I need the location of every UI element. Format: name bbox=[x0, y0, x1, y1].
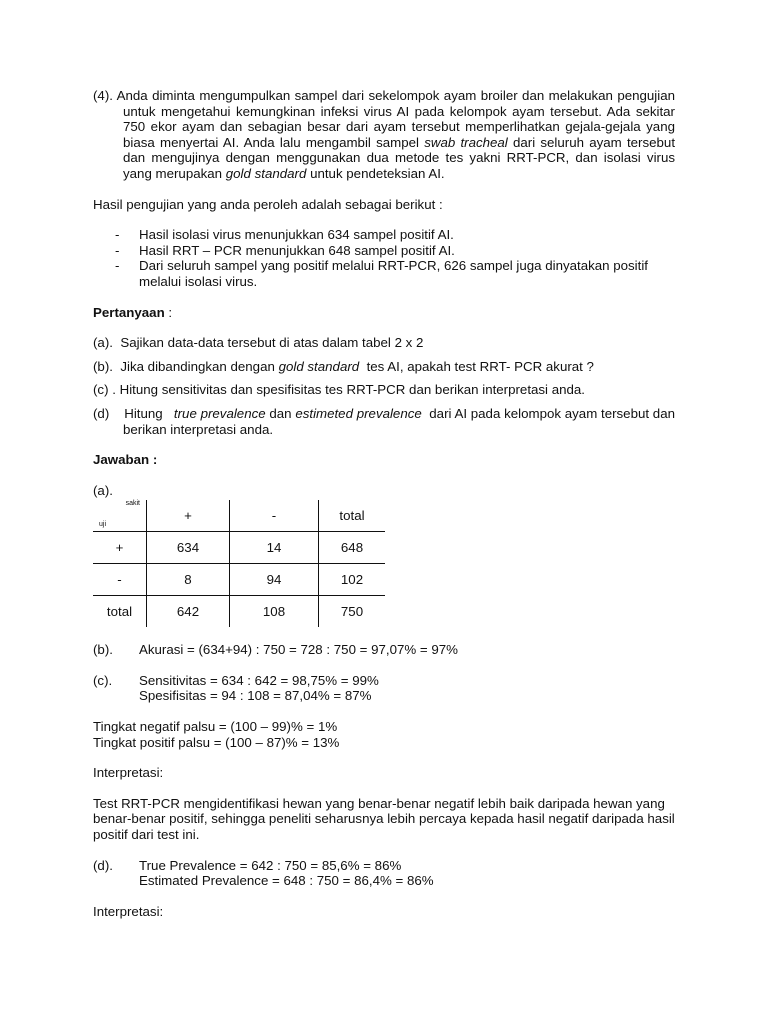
table-corner: sakit uji bbox=[93, 500, 147, 532]
table-cell: 642 bbox=[147, 596, 230, 628]
answers-heading: Jawaban : bbox=[93, 452, 158, 468]
table-header: + bbox=[147, 500, 230, 532]
row-label: total bbox=[106, 603, 133, 619]
false-positive-rate: Tingkat positif palsu = (100 – 87)% = 13% bbox=[93, 734, 340, 750]
interpretation-label: Interpretasi: bbox=[93, 903, 164, 919]
sensitivity: Sensitivitas = 634 : 642 = 98,75% = 99% bbox=[139, 672, 379, 688]
interpretation-label: Interpretasi: bbox=[93, 765, 164, 781]
row-label: + bbox=[93, 532, 147, 564]
results-list bbox=[93, 227, 675, 289]
table-cell: 102 bbox=[319, 564, 386, 596]
table-cell: 8 bbox=[147, 564, 230, 596]
answer-a-label: (a). bbox=[93, 482, 113, 498]
problem-number: (4). bbox=[93, 88, 113, 103]
table-header: total bbox=[319, 500, 386, 532]
table-header: - bbox=[230, 500, 319, 532]
list-item: - Dari seluruh sampel yang positif melalui RRT-PCR, 626 sampel juga dinyatakan positif melalui isolasi virus. bbox=[93, 258, 675, 289]
false-negative-rate: Tingkat negatif palsu = (100 – 99)% = 1% bbox=[93, 719, 338, 735]
row-label: - bbox=[93, 564, 147, 596]
list-item: - Hasil RRT – PCR menunjukkan 648 sampel positif AI. bbox=[93, 243, 675, 259]
question-b: (b). Jika dibandingkan dengan gold standard tes AI, apakah test RRT- PCR akurat ? bbox=[93, 358, 594, 374]
answer-c: (c). Sensitivitas = 634 : 642 = 98,75% = 99% Spesifisitas = 94 : 108 = 87,04% = 87% bbox=[93, 672, 379, 704]
table-row bbox=[93, 596, 385, 628]
list-item: - Hasil isolasi virus menunjukkan 634 sampel positif AI. bbox=[93, 227, 675, 243]
results-intro: Hasil pengujian yang anda peroleh adalah sebagai berikut : bbox=[93, 196, 443, 212]
questions-heading: Pertanyaan : bbox=[93, 304, 173, 320]
true-prevalence: True Prevalence = 642 : 750 = 85,6% = 86% bbox=[139, 857, 402, 873]
table-row bbox=[93, 532, 385, 564]
document-page bbox=[93, 88, 675, 919]
answer-d: (d). True Prevalence = 642 : 750 = 85,6% = 86% Estimated Prevalence = 648 : 750 = 86,4% = 86% bbox=[93, 857, 434, 889]
table-cell: 108 bbox=[230, 596, 319, 628]
specificity: Spesifisitas = 94 : 108 = 87,04% = 87% bbox=[139, 688, 372, 704]
question-d: (d) Hitung true prevalence dan estimeted prevalence dari AI pada kelompok ayam tersebut dan berikan interpretasi anda. bbox=[93, 405, 675, 437]
question-a: (a). Sajikan data-data tersebut di atas dalam tabel 2 x 2 bbox=[93, 335, 424, 351]
table-cell: 14 bbox=[230, 532, 319, 564]
table-cell: 648 bbox=[319, 532, 386, 564]
table-cell: 750 bbox=[319, 596, 386, 628]
table-cell: 634 bbox=[147, 532, 230, 564]
table-cell: 94 bbox=[230, 564, 319, 596]
answer-b: (b). Akurasi = (634+94) : 750 = 728 : 750 = 97,07% = 97% bbox=[93, 642, 458, 658]
estimated-prevalence: Estimated Prevalence = 648 : 750 = 86,4% = 86% bbox=[139, 873, 434, 889]
table-row bbox=[93, 564, 385, 596]
interpretation-text: Test RRT-PCR mengidentifikasi hewan yang benar-benar negatif lebih baik daripada hewan yang benar-benar positif, sehingga peneliti seharusnya lebih percaya kepada hasil negatif daripada hasil positif dari test ini. bbox=[93, 795, 675, 843]
question-c: (c) . Hitung sensitivitas dan spesifisitas tes RRT-PCR dan berikan interpretasi anda. bbox=[93, 382, 585, 398]
problem-statement: (4). Anda diminta mengumpulkan sampel dari sekelompok ayam broiler dan melakukan pengujian untuk mengetahui kemungkinan infeksi virus AI pada kelompok ayam tersebut. Ada sekitar 750 ekor ayam dan sebagian besar dari ayam tersebut memperlihatkan gejala-gejala yang biasa menyertai AI. Anda lalu mengambil sampel swab tracheal dari seluruh ayam tersebut dan mengujinya dengan menggunakan dua metode tes yakni RRT-PCR, dan isolasi virus yang merupakan gold standard untuk pendeteksian AI. bbox=[93, 88, 676, 181]
contingency-table bbox=[93, 500, 385, 627]
